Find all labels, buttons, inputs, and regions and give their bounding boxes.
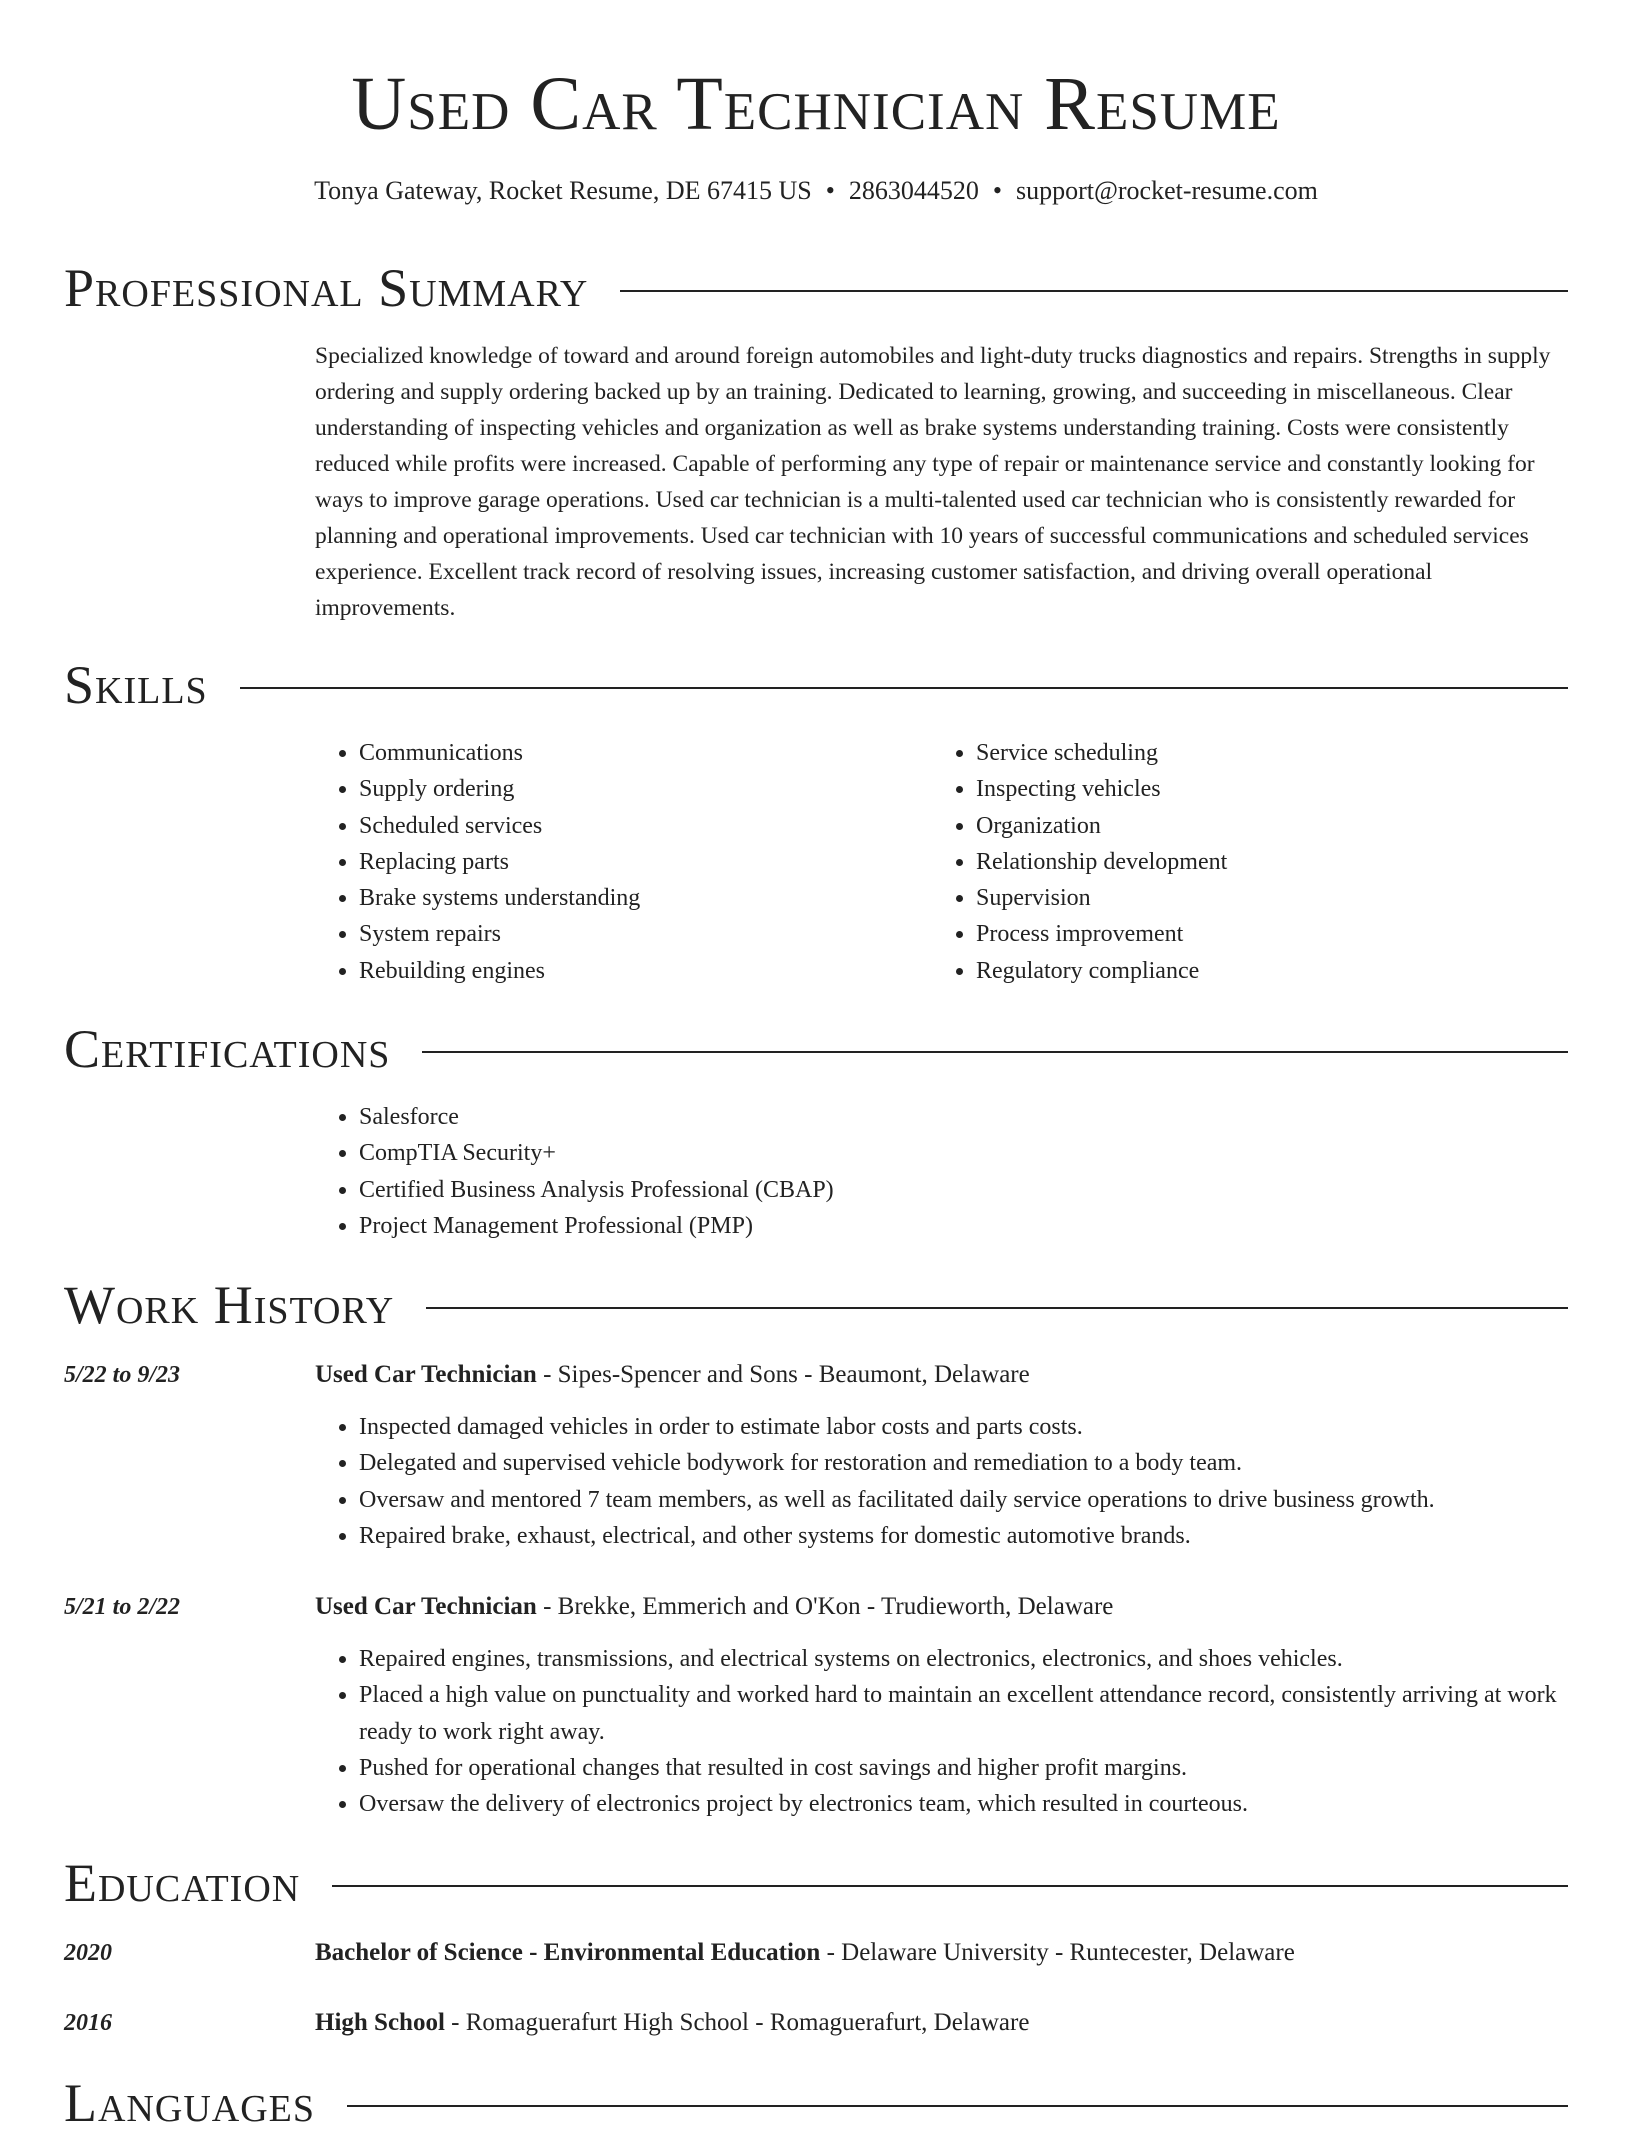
skill-item: • System repairs <box>359 916 919 952</box>
certification-item: • CompTIA Security+ <box>359 1135 1615 1171</box>
section-header-education <box>64 1848 1568 1918</box>
job-title-line <box>315 1357 1571 1393</box>
job-bullet: • Inspected damaged vehicles in order to estimate labor costs and parts costs. <box>359 1409 1615 1445</box>
section-divider <box>422 1051 1568 1053</box>
job-bullet: • Repaired brake, exhaust, electrical, and other systems for domestic automotive brands. <box>359 1518 1615 1554</box>
section-header-summary <box>64 253 1568 323</box>
section-title: Skills <box>64 655 208 715</box>
skill-item: • Scheduled services <box>359 808 919 844</box>
certification-item: • Certified Business Analysis Professional (CBAP) <box>359 1172 1615 1208</box>
summary-paragraph: Specialized knowledge of toward and around foreign automobiles and light-duty trucks diagnostics and repairs. Strengths in supply ordering and supply ordering backed up by an training. Dedicated to learning, growing, and succeeding in miscellaneous. Clear understanding of inspecting vehicles and organization as well as brake systems understanding training. Costs were consistently reduced while profits were increased. Capable of performing any type of repair or maintenance service and constantly looking for ways to improve garage operations. Used car technician is a multi-talented used car technician who is consistently rewarded for planning and operational improvements. Used car technician with 10 years of successful communications and scheduled services experience. Excellent track record of resolving issues, increasing customer satisfaction, and driving overall operational improvements. <box>315 343 1551 621</box>
section-title: Certifications <box>64 1019 391 1079</box>
resume-title: Used Car Technician Resume <box>351 62 1281 146</box>
skill-item: • Relationship development <box>976 844 1576 880</box>
contact-line <box>0 172 1632 210</box>
certification-item: • Salesforce <box>359 1099 1615 1135</box>
education-degree: High School <box>315 2009 445 2036</box>
skill-item: • Brake systems understanding <box>359 880 919 916</box>
section-divider <box>620 290 1568 292</box>
job-bullet: • Placed a high value on punctuality and worked hard to maintain an excellent attendance record, consistently arriving at work ready to work right away. <box>359 1677 1615 1750</box>
section-divider <box>240 687 1568 689</box>
section-header-languages <box>64 2068 1568 2138</box>
section-divider <box>332 1885 1568 1887</box>
skill-item: • Organization <box>976 808 1576 844</box>
job-dates: 5/22 to 9/23 <box>64 1362 181 1388</box>
skill-item: • Communications <box>359 735 919 771</box>
job-dates: 5/21 to 2/22 <box>64 1594 181 1620</box>
section-title: Work History <box>64 1275 395 1335</box>
skill-item: • Inspecting vehicles <box>976 771 1576 807</box>
job-bullet: • Pushed for operational changes that resulted in cost savings and higher profit margins. <box>359 1750 1615 1786</box>
job-bullet: • Oversaw the delivery of electronics project by electronics team, which resulted in courteous. <box>359 1786 1615 1822</box>
education-degree: Bachelor of Science - Environmental Education <box>315 1939 821 1966</box>
section-divider <box>426 1307 1568 1309</box>
education-line <box>315 2005 1571 2041</box>
skill-item: • Process improvement <box>976 916 1576 952</box>
section-header-skills <box>64 650 1568 720</box>
contact-separator: • <box>992 176 1002 205</box>
skill-item: • Supervision <box>976 880 1576 916</box>
contact-email: support@rocket-resume.com <box>1015 176 1318 205</box>
job-bullet: • Oversaw and mentored 7 team members, as well as facilitated daily service operations to drive business growth. <box>359 1482 1615 1518</box>
contact-address: Tonya Gateway, Rocket Resume, DE 67415 US <box>314 176 812 205</box>
certification-item: • Project Management Professional (PMP) <box>359 1208 1615 1244</box>
skills-list-right <box>932 735 1576 989</box>
job-bullet: • Delegated and supervised vehicle bodywork for restoration and remediation to a body team. <box>359 1445 1615 1481</box>
job-bullets <box>315 1409 1615 1554</box>
skill-item: • Replacing parts <box>359 844 919 880</box>
skills-list-left <box>315 735 919 989</box>
job-bullet: • Repaired engines, transmissions, and electrical systems on electronics, electronics, and shoes vehicles. <box>359 1641 1615 1677</box>
section-title: Professional Summary <box>64 258 589 318</box>
skill-item: • Rebuilding engines <box>359 953 919 989</box>
education-school: - Delaware University - Runtecester, Delaware <box>820 1939 1295 1966</box>
skill-item: • Service scheduling <box>976 735 1576 771</box>
certifications-list <box>315 1099 1615 1244</box>
contact-separator: • <box>825 176 835 205</box>
education-year: 2016 <box>64 2010 112 2036</box>
education-line <box>315 1935 1571 1971</box>
skill-item: • Regulatory compliance <box>976 953 1576 989</box>
section-title: Education <box>64 1853 301 1913</box>
section-header-work-history <box>64 1270 1568 1340</box>
skill-item: • Supply ordering <box>359 771 919 807</box>
job-company: - Brekke, Emmerich and O'Kon - Trudieworth, Delaware <box>536 1593 1114 1620</box>
contact-phone: 2863044520 <box>848 176 979 205</box>
job-company: - Sipes-Spencer and Sons - Beaumont, Delaware <box>536 1361 1030 1388</box>
education-year: 2020 <box>64 1940 112 1966</box>
section-header-certifications <box>64 1014 1568 1084</box>
section-title: Languages <box>64 2073 315 2133</box>
education-school: - Romaguerafurt High School - Romaguerafurt, Delaware <box>444 2009 1030 2036</box>
job-role: Used Car Technician <box>315 1593 537 1620</box>
job-role: Used Car Technician <box>315 1361 537 1388</box>
job-title-line <box>315 1589 1571 1625</box>
section-divider <box>347 2105 1568 2107</box>
job-bullets <box>315 1641 1615 1822</box>
